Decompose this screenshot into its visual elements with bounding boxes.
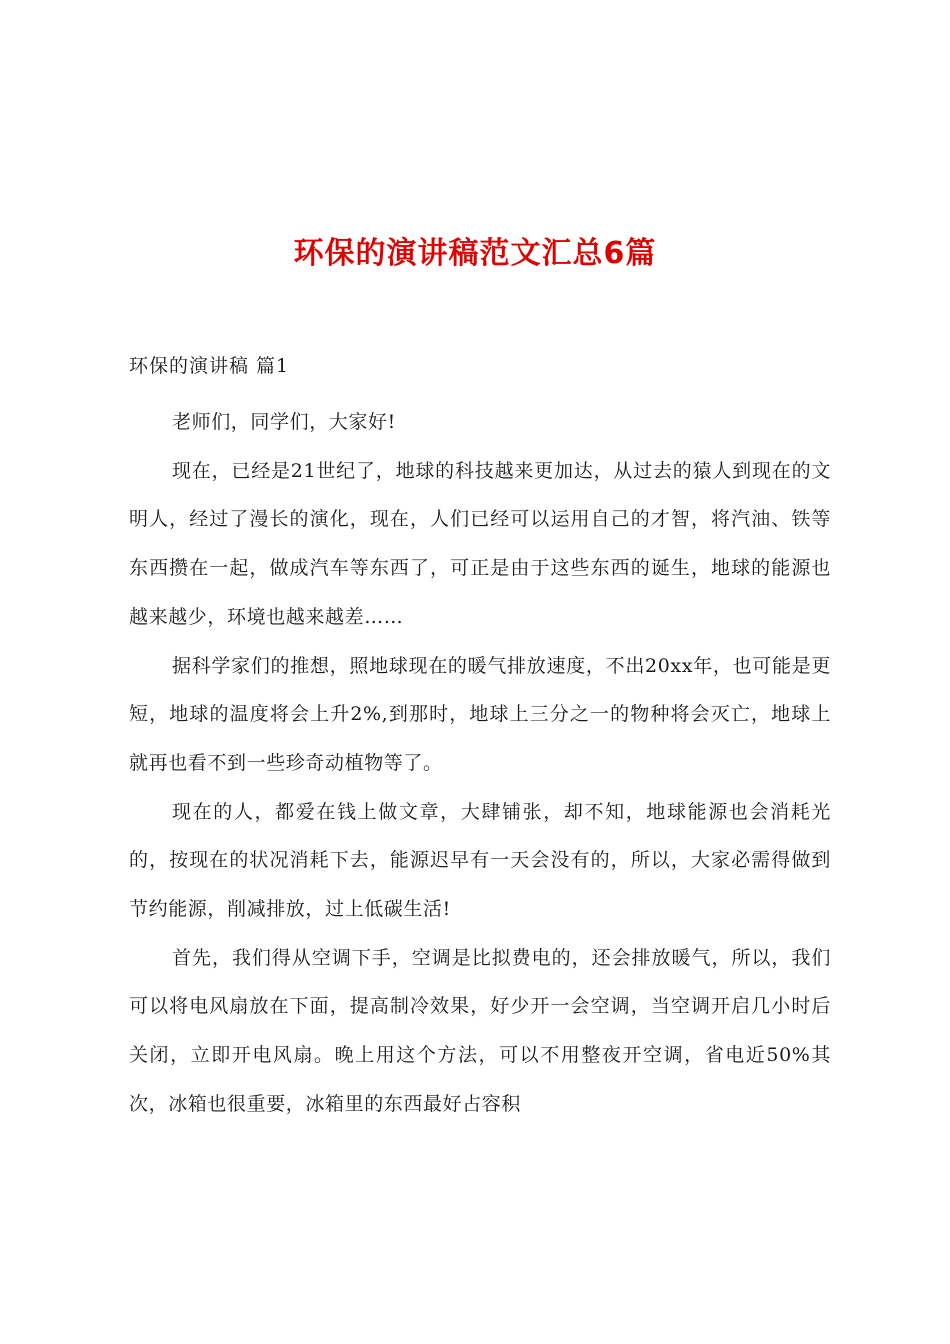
section-heading: 环保的演讲稿 篇1 <box>129 355 290 377</box>
paragraph-energy: 现在的人，都爱在钱上做文章，大肆铺张，却不知，地球能源也会消耗光的，按现在的状况消耗下去，能源迟早有一天会没有的，所以，大家必需得做到节约能源，削减排放，过上低碳生活! <box>129 800 831 921</box>
paragraph-greeting: 老师们，同学们，大家好! <box>172 411 396 433</box>
paragraph-air-conditioning: 首先，我们得从空调下手，空调是比拟费电的，还会排放暖气，所以，我们可以将电风扇放在下面，提高制冷效果，好少开一会空调，当空调开启几小时后关闭，立即开电风扇。晚上用这个方法，可以不用整夜开空调，省电近50%其次，冰箱也很重要，冰箱里的东西最好占容积 <box>129 946 831 1115</box>
paragraph-intro: 现在，已经是21世纪了，地球的科技越来更加达，从过去的猿人到现在的文明人，经过了漫长的演化，现在，人们已经可以运用自己的才智，将汽油、铁等东西攒在一起，做成汽车等东西了，可正是由于这些东西的诞生，地球的能源也越来越少，环境也越来越差…… <box>129 459 831 628</box>
paragraph-prediction: 据科学家们的推想，照地球现在的暖气排放速度，不出20xx年，也可能是更短，地球的温度将会上升2%,到那时，地球上三分之一的物种将会灭亡，地球上就再也看不到一些珍奇动植物等了。 <box>129 654 831 774</box>
document-title: 环保的演讲稿范文汇总6篇 <box>293 236 657 272</box>
document-body <box>129 398 831 1129</box>
